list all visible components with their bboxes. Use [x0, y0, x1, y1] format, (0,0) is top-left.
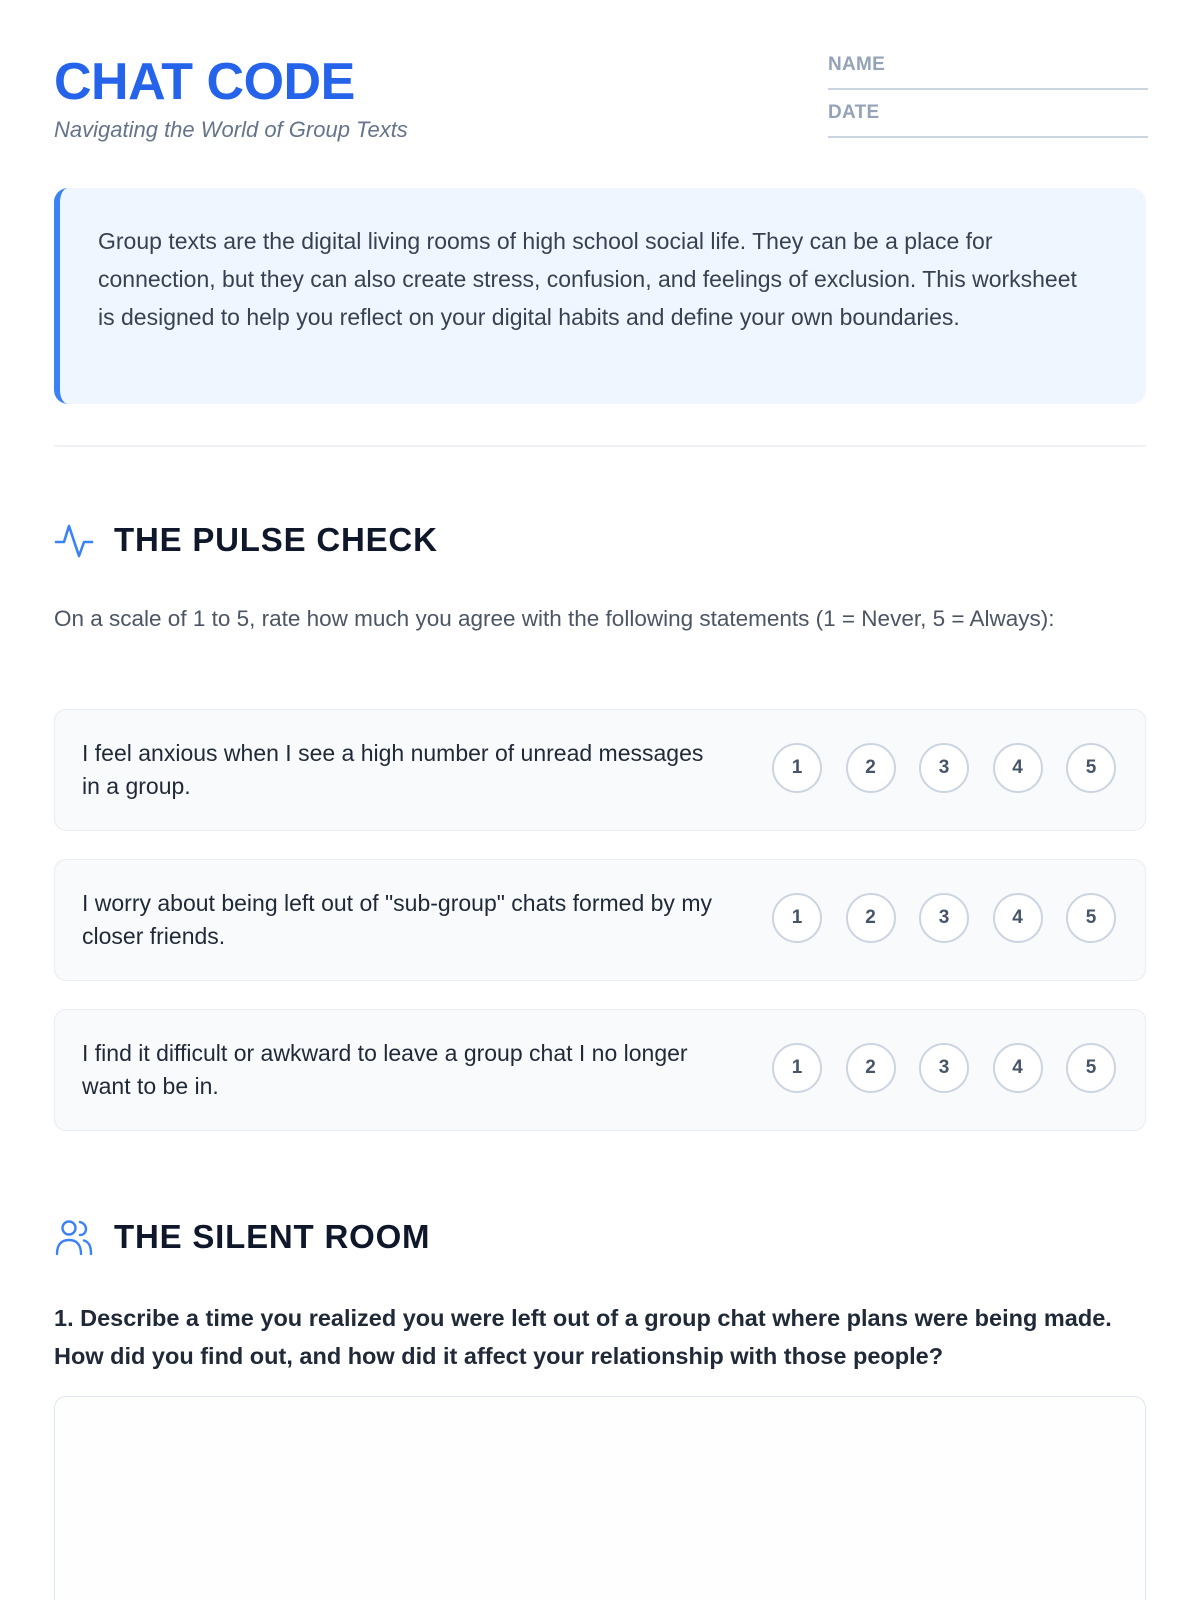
name-field-label: NAME: [828, 54, 886, 75]
activity-icon: [54, 520, 94, 560]
rating-option-4[interactable]: 4: [993, 893, 1043, 943]
rating-option-4[interactable]: 4: [993, 743, 1043, 793]
rating-option-2[interactable]: 2: [846, 743, 896, 793]
rating-item: [54, 1009, 1146, 1131]
question-1: 1. Describe a time you realized you were left out of a group chat where plans were being made. How did you find out, and how did it affect your relationship with those people?: [54, 1305, 1112, 1369]
silent-room-title: THE SILENT ROOM: [114, 1218, 431, 1255]
rating-option-3[interactable]: 3: [919, 743, 969, 793]
rating-scale: [772, 893, 1116, 943]
intro-callout: [54, 188, 1146, 404]
worksheet-page: [54, 0, 1146, 1600]
pulse-check-title: THE PULSE CHECK: [114, 521, 438, 558]
date-field-label: DATE: [828, 102, 880, 123]
pulse-check-instructions: On a scale of 1 to 5, rate how much you agree with the following statements (1 = Never, 5 = Always):: [54, 606, 1055, 631]
rating-option-5[interactable]: 5: [1066, 893, 1116, 943]
page-subtitle: Navigating the World of Group Texts: [54, 117, 408, 142]
rating-statement: I worry about being left out of "sub-group" chats formed by my closer friends.: [82, 890, 712, 949]
date-field[interactable]: [828, 100, 1148, 138]
rating-option-5[interactable]: 5: [1066, 743, 1116, 793]
page-title: CHAT CODE: [54, 53, 355, 111]
name-field[interactable]: [828, 52, 1148, 90]
rating-option-2[interactable]: 2: [846, 893, 896, 943]
rating-option-3[interactable]: 3: [919, 1043, 969, 1093]
header: [54, 52, 1146, 152]
answer-box-1[interactable]: [54, 1396, 1146, 1600]
rating-item: [54, 859, 1146, 981]
rating-option-1[interactable]: 1: [772, 743, 822, 793]
rating-scale: [772, 1043, 1116, 1093]
student-fields: [828, 52, 1148, 148]
silent-room-header: [54, 1215, 430, 1259]
rating-option-3[interactable]: 3: [919, 893, 969, 943]
rating-option-2[interactable]: 2: [846, 1043, 896, 1093]
rating-statement: I find it difficult or awkward to leave a group chat I no longer want to be in.: [82, 1040, 688, 1099]
users-icon: [54, 1217, 94, 1257]
rating-statement: I feel anxious when I see a high number of unread messages in a group.: [82, 740, 704, 799]
pulse-check-header: [54, 518, 438, 562]
rating-item: [54, 709, 1146, 831]
rating-option-1[interactable]: 1: [772, 1043, 822, 1093]
rating-option-4[interactable]: 4: [993, 1043, 1043, 1093]
rating-option-1[interactable]: 1: [772, 893, 822, 943]
intro-text: Group texts are the digital living rooms of high school social life. They can be a place for connection, but they can also create stress, confusion, and feelings of exclusion. This worksheet is designed to help you reflect on your digital habits and define your own boundaries.: [98, 228, 1077, 330]
rating-scale: [772, 743, 1116, 793]
section-divider: [54, 445, 1146, 447]
rating-option-5[interactable]: 5: [1066, 1043, 1116, 1093]
